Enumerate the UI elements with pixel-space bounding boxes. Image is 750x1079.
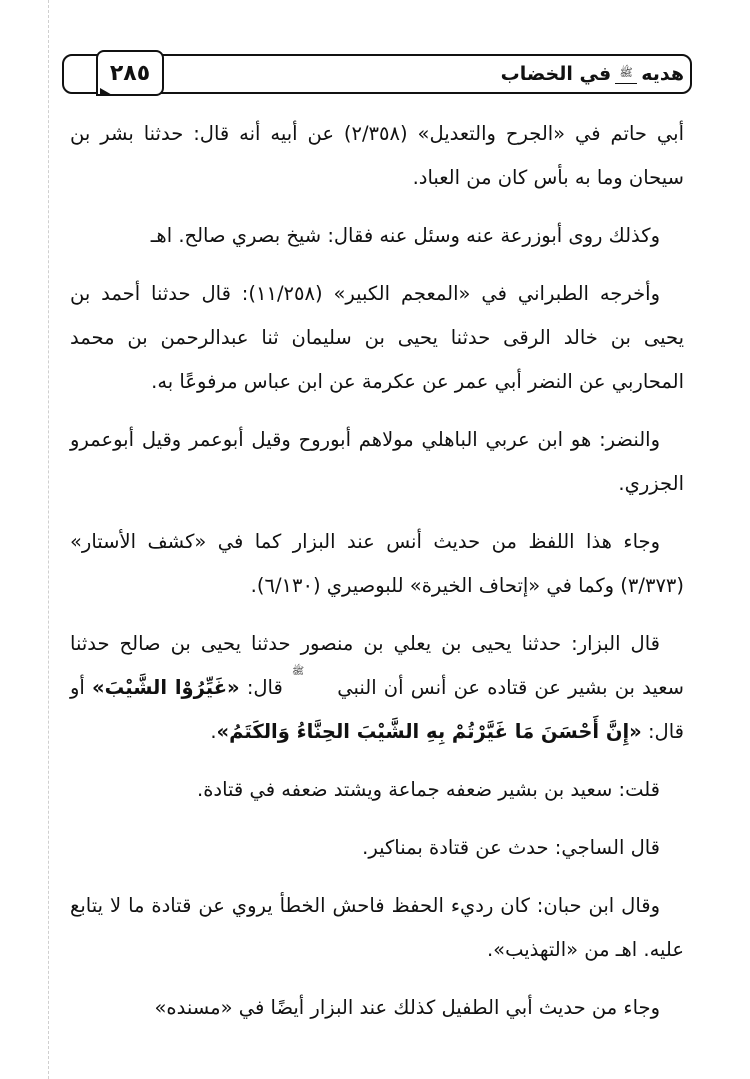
paragraph-7: قال الساجي: حدث عن قتادة بمناكير. — [362, 836, 660, 859]
paragraph-1: أبي حاتم في «الجرح والتعديل» (٢/٣٥٨) عن أبيه أنه قال: حدثنا بشر بن سيحان وما به بأس كان من العباد. — [70, 122, 684, 189]
bazzar-text-d: . — [210, 720, 217, 743]
hadith-quote-2: «إِنَّ أَحْسَنَ مَا غَيَّرْتُمْ بِهِ الشَّيْبَ الحِنَّاءُ وَالكَتَمُ» — [216, 720, 642, 743]
paragraph-5: وجاء هذا اللفظ من حديث أنس عند البزار كما في «كشف الأستار» (٣/٣٧٣) وكما في «إتحاف الخيرة» للبوصيري (٦/١٣٠). — [70, 530, 684, 597]
bazzar-text-c: أو قال: — [70, 676, 684, 743]
running-title — [501, 58, 684, 90]
running-title-part2: في الخضاب — [500, 63, 612, 85]
paragraph-8: وقال ابن حبان: كان رديء الحفظ فاحش الخطأ يروي عن قتادة ما لا يتابع عليه. اهـ من «التهذيب». — [70, 894, 684, 961]
paragraph-3: وأخرجه الطبراني في «المعجم الكبير» (١١/٢٥٨): قال حدثنا أحمد بن يحيى بن خالد الرقى حدثنا يحيى بن سليمان ثنا عبدالرحمن بن محمد المحاربي عن النضر أبي عمر عن عكرمة عن ابن عباس مرفوعًا به. — [70, 282, 684, 393]
paragraph-bazzar — [70, 622, 684, 754]
page-number: ٢٨٥ — [109, 60, 151, 86]
paragraph-6: قلت: سعيد بن بشير ضعفه جماعة ويشتد ضعفه في قتادة. — [197, 778, 660, 801]
prophet-seal-icon: ﷺ — [615, 65, 637, 84]
page-number-box — [96, 50, 164, 96]
bazzar-text-a: قال البزار: حدثنا يحيى بن يعلي بن منصور حدثنا يحيى بن صالح حدثنا سعيد بن بشير عن قتاده عن أنس أن النبي — [70, 632, 685, 699]
running-title-part1: هديه — [641, 63, 684, 85]
paragraph-9: وجاء من حديث أبي الطفيل كذلك عند البزار أيضًا في «مسنده» — [154, 996, 660, 1019]
page-body — [70, 112, 684, 1044]
paragraph-4: والنضر: هو ابن عربي الباهلي مولاهم أبوروح وقيل أبوعمر وقيل أبوعمرو الجزري. — [70, 428, 684, 495]
paragraph-2: وكذلك روى أبوزرعة عنه وسئل عنه فقال: شيخ بصري صالح. اهـ — [150, 224, 660, 247]
hadith-quote-1: «غَيِّرُوْا الشَّيْبَ» — [92, 676, 240, 699]
bazzar-text-b: قال: — [246, 676, 283, 699]
prophet-seal-inline-icon: ﷺ — [292, 666, 305, 677]
scan-fold-line — [48, 0, 49, 1079]
